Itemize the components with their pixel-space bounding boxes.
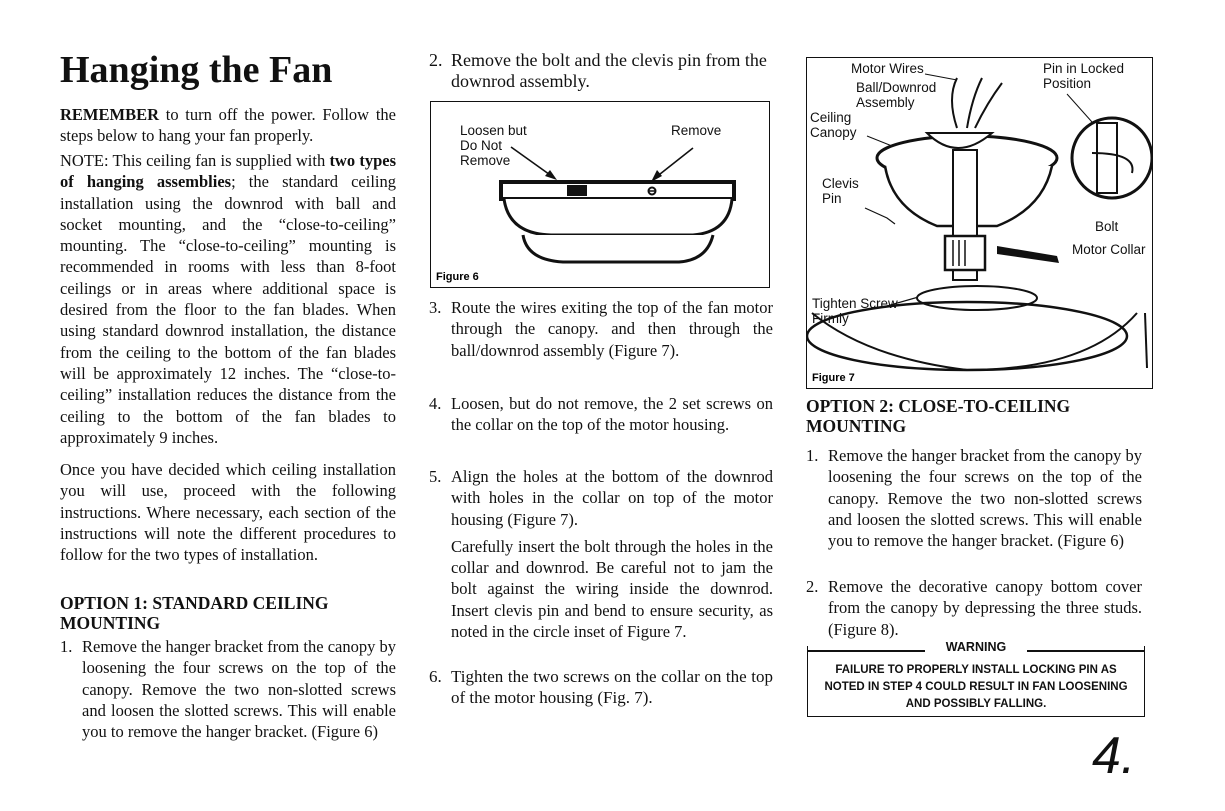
figure-7-caption: Figure 7 <box>812 372 855 384</box>
label-canopy: Canopy <box>810 125 857 140</box>
page-title: Hanging the Fan <box>60 49 333 91</box>
col2-step-5 <box>429 466 773 642</box>
note-rest: ; the standard ceiling installation using the downrod with ball and socket mounting, and the “close-to-ceiling” mounting. The “close-to-ceiling” mounting is recommended in rooms with less than 8-foot ceilings or in areas where additional space is desired from the floor to the fan blades. When using standard downrod installation, the distance from the ceiling to the bottom of the fan blades will be approximately 12 inches. The “close-to-ceiling” installation reduces the distance from the ceiling to the bottom of the fan blades to approximately 9 inches. <box>60 172 397 447</box>
step-text: Route the wires exiting the top of the fan motor through the canopy. and then through the ball/downrod assembly (Figure 7). <box>451 298 773 360</box>
step-text: Remove the hanger bracket from the canopy by loosening the four screws on the top of the canopy. Remove the two non-slotted screws and loosen the slotted screws. This will enable you to remove the hanger bracket. (Figure 6) <box>828 446 1142 551</box>
label-do-not: Do Not <box>460 138 503 153</box>
step-text: Remove the hanger bracket from the canopy by loosening the four screws on the top of the canopy. Remove the two non-slotted screws and loosen the slotted screws. This will enable you to remove the hanger bracket. (Figure 6) <box>82 637 396 742</box>
option2-heading: OPTION 2: CLOSE-TO-CEILING MOUNTING <box>806 396 1071 436</box>
option2-step-2 <box>806 576 1142 640</box>
remember-label: REMEMBER <box>60 105 159 124</box>
step-text: Tighten the two screws on the collar on the top of the motor housing (Fig. 7). <box>451 667 773 707</box>
label-loosen-remove: Remove <box>460 153 511 168</box>
note-lead: NOTE: This ceiling fan is supplied with <box>60 151 330 170</box>
col2-step-3 <box>429 297 773 361</box>
step-number: 3. <box>429 298 442 317</box>
figure-6-illustration <box>431 102 769 287</box>
col2-step-4 <box>429 393 773 436</box>
label-assembly: Assembly <box>856 95 915 110</box>
step-number: 2. <box>429 50 443 70</box>
step-number: 5. <box>429 467 442 486</box>
remember-paragraph <box>60 104 396 147</box>
label-loosen-but: Loosen but <box>460 123 527 138</box>
label-position: Position <box>1043 76 1092 91</box>
page-number: 4. <box>1092 727 1136 785</box>
label-remove: Remove <box>671 123 722 138</box>
figure-7-illustration <box>807 58 1152 388</box>
warning-title: WARNING <box>945 640 1007 654</box>
step-number: 2. <box>806 577 819 596</box>
step-text: Loosen, but do not remove, the 2 set screws on the collar on the top of the motor housing. <box>451 394 773 435</box>
label-tighten-screw: Tighten Screw <box>812 296 898 311</box>
step-text: Remove the decorative canopy bottom cover from the canopy by depressing the three studs. (Figure 8). <box>828 577 1142 639</box>
step-number: 1. <box>806 446 819 465</box>
step-text: Carefully insert the bolt through the holes in the collar and downrod. Be careful not to jam the bolt against the wiring inside the downrod. Insert clevis pin and bend to ensure security, as noted in the circle inset of Figure 7. <box>451 536 773 642</box>
warning-box <box>807 646 1145 717</box>
label-ball-downrod: Ball/Downrod <box>856 80 937 95</box>
once-paragraph: Once you have decided which ceiling installation you will use, proceed with the following instructions. Where necessary, each section of the instructions will note the different procedures to follow for the two types of installation. <box>60 460 396 565</box>
step-number: 6. <box>429 667 442 686</box>
figure-7 <box>806 57 1153 389</box>
step-text: Align the holes at the bottom of the downrod with holes in the collar on top of the motor housing (Figure 7). <box>451 467 773 529</box>
label-pin: Pin <box>822 191 842 206</box>
label-ceiling: Ceiling <box>810 110 852 125</box>
option2-step-1 <box>806 445 1142 551</box>
step-number: 4. <box>429 394 442 413</box>
figure-6 <box>430 101 770 288</box>
note-paragraph <box>60 150 396 448</box>
option1-heading: OPTION 1: STANDARD CEILING MOUNTING <box>60 593 329 633</box>
label-firmly: Firmly <box>812 311 849 326</box>
figure-6-caption: Figure 6 <box>436 271 479 283</box>
step-text: Remove the bolt and the clevis pin from the downrod assembly. <box>451 50 767 91</box>
option1-step-1 <box>60 636 396 742</box>
label-bolt: Bolt <box>1095 219 1119 234</box>
step-number: 1. <box>60 637 73 656</box>
label-clevis: Clevis <box>822 176 859 191</box>
note-bold: two types of hanging assemblies <box>60 151 396 192</box>
warning-text: FAILURE TO PROPERLY INSTALL LOCKING PIN AS NOTED IN STEP 4 COULD RESULT IN FAN LOOSENING AND POSSIBLY FALLING. <box>824 664 1128 710</box>
label-pin-locked: Pin in Locked <box>1043 61 1125 76</box>
col2-step-6 <box>429 666 773 708</box>
label-motor-wires: Motor Wires <box>851 61 924 76</box>
remember-text: to turn off the power. Follow the steps below to hang your fan properly. <box>60 105 396 146</box>
label-motor-collar: Motor Collar <box>1072 242 1146 257</box>
col2-step-2 <box>429 50 773 92</box>
